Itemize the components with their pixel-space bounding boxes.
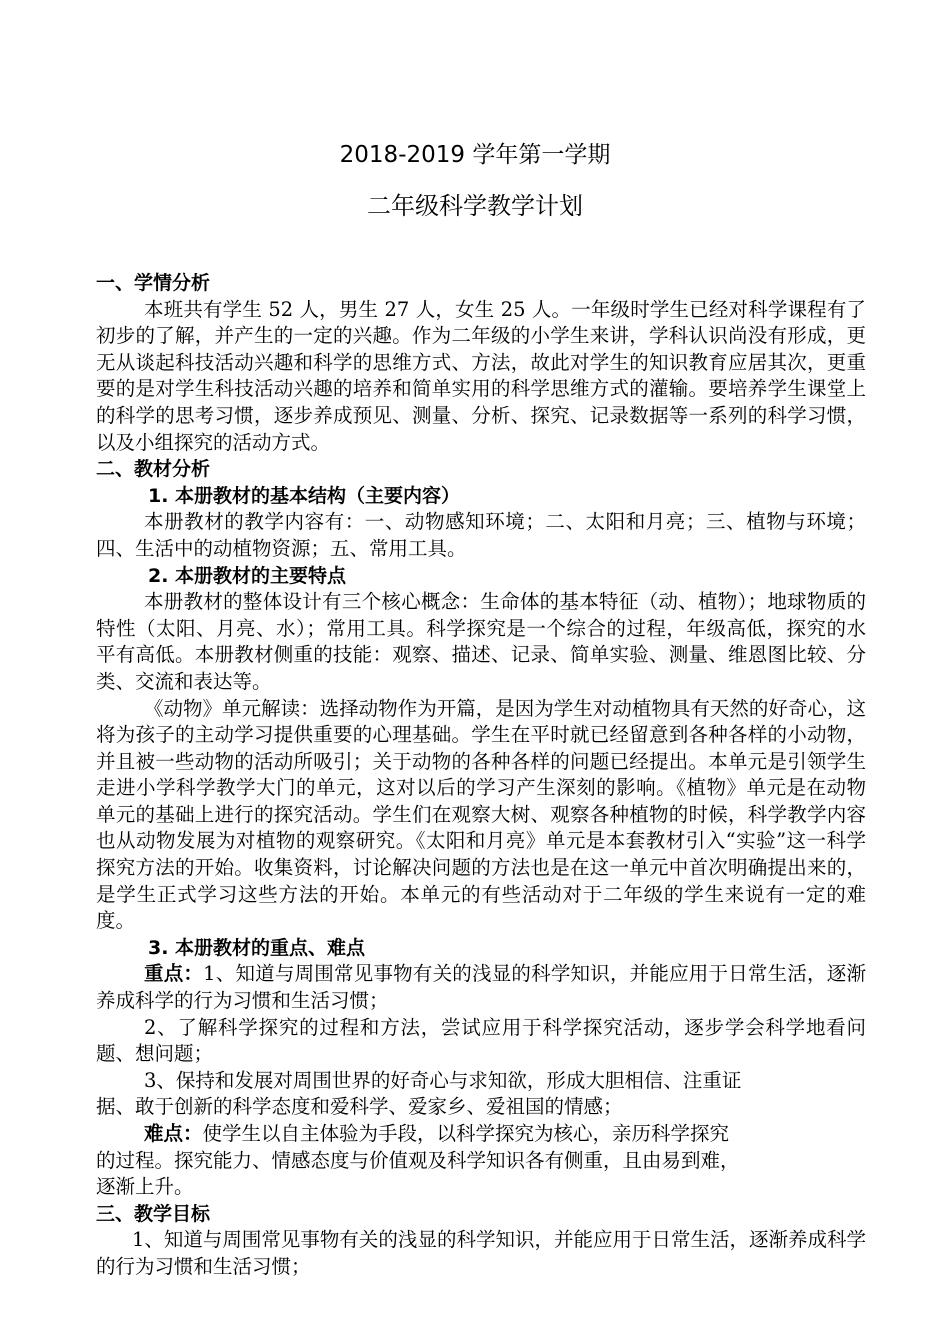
section-heading-3: 三、教学目标 [96,1202,211,1225]
difficulty-line1 [96,1121,866,1148]
section-heading-2: 二、教材分析 [96,458,211,481]
section-1-paragraph: 本班共有学生 52 人，男生 27 人，女生 25 人。一年级时学生已经对科学课程有了初步的了解，并产生的一定的兴趣。作为二年级的小学生来讲，学科认识尚没有形成，更无从谈起科技活动兴趣和科学的思维方式、方法，故此对学生的知识教育应居其次，更重要的是对学生科技活动兴趣的培养和简单实用的科学思维方式的灌输。要培养学生课堂上的科学的思考习惯，逐步养成预见、测量、分析、探究、记录数据等一系列的科学习惯，以及小组探究的活动方式。 [96,297,866,454]
difficulty-line2: 的过程。探究能力、情感态度与价值观及科学知识各有侧重，且由易到难， [96,1148,740,1172]
subheading-features: 2. 本册教材的主要特点 [148,564,347,587]
key-point-1 [96,961,866,1014]
document-title: 二年级科学教学计划 [367,192,583,220]
section-heading-1: 一、学情分析 [96,272,211,294]
key-point-3-line2: 据、敢于创新的科学态度和爱科学、爱家乡、爱祖国的情感； [96,1095,623,1119]
subheading-key-points: 3. 本册教材的重点、难点 [148,936,366,959]
difficulty-line3: 逐渐上升。 [96,1175,194,1199]
subheading-structure: 1. 本册教材的基本结构（主要内容） [148,484,461,507]
goal-1: 1、知道与周围常见事物有关的浅显的科学知识，并能应用于日常生活，逐渐养成科学的行为习惯和生活习惯； [96,1228,866,1278]
features-paragraph: 本册教材的整体设计有三个核心概念：生命体的基本特征（动、植物）；地球物质的特性（太阳、月亮、水）；常用工具。科学探究是一个综合的过程，年级高低，探究的水平有高低。本册教材侧重的技能：观察、描述、记录、简单实验、测量、维恩图比较、分类、交流和表达等。 [96,590,866,693]
difficulty-label: 难点： [144,1122,203,1145]
key-label: 重点： [144,962,204,986]
key-point-3-line1: 3、保持和发展对周围世界的好奇心与求知欲，形成大胆相信、注重证 [144,1068,742,1092]
key-point-2: 2、了解科学探究的过程和方法，尝试应用于科学探究活动，逐步学会科学地看问题、想问题； [96,1015,866,1066]
document-title-term: 2018-2019 学年第一学期 [339,142,611,168]
key-point-1-text: 1、知道与周围常见事物有关的浅显的科学知识，并能应用于日常生活，逐渐养成科学的行为习惯和生活习惯； [96,962,866,1013]
structure-paragraph: 本册教材的教学内容有：一、动物感知环境；二、太阳和月亮；三、植物与环境；四、生活中的动植物资源；五、常用工具。 [96,510,866,560]
difficulty-text: 使学生以自主体验为手段，以科学探究为核心，亲历科学探究 [202,1122,730,1145]
document-body [96,270,866,1281]
units-paragraph: 《动物》单元解读：选择动物作为开篇，是因为学生对动植物具有天然的好奇心，这将为孩子的主动学习提供重要的心理基础。学生在平时就已经留意到各种各样的小动物，并且被一些动物的活动所吸引；关于动物的各种各样的问题已经提出。本单元是引领学生走进小学科学教学大门的单元，这对以后的学习产生深刻的影响。《植物》单元是在动物单元的基础上进行的探究活动。学生们在观察大树、观察各种植物的时候，科学教学内容也从动物发展为对植物的观察研究。《太阳和月亮》单元是本套教材引入“实验”这一科学探究方法的开始。收集资料，讨论解决问题的方法也是在这一单元中首次明确提出来的，是学生正式学习这些方法的开始。本单元的有些活动对于二年级的学生来说有一定的难度。 [96,696,866,933]
